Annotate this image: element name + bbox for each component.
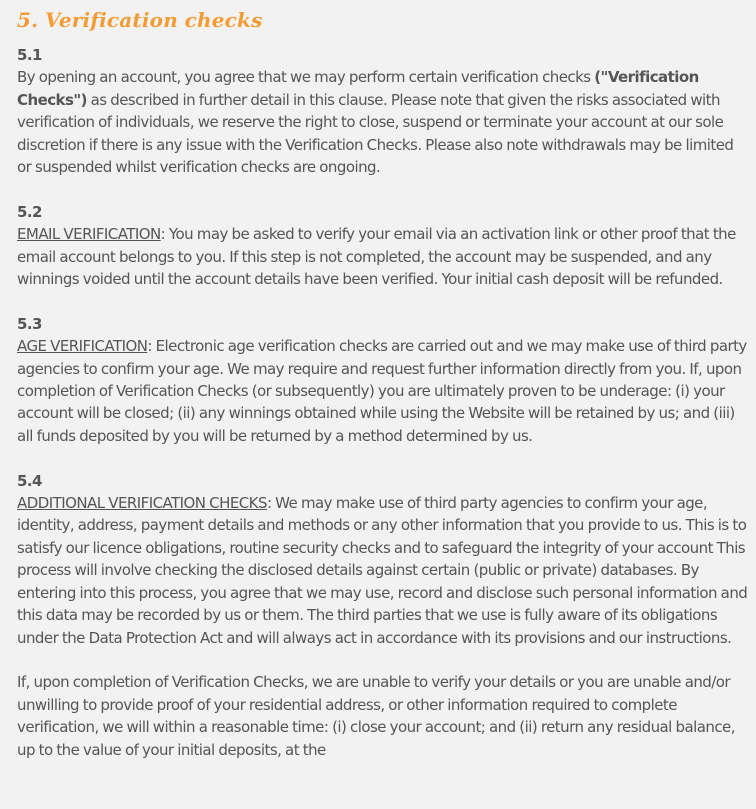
- clause-text: : Electronic age verification checks are carried out and we may make use of third party agencies to confirm your age. We may require and request further information directly from you. If, upon completion of Verification Checks (or subsequently) you are ultimately proven to be underage: (i) your account will be closed; (ii) any winnings obtained while using the Website will be retained by us; and (iii) all funds deposited by you will be returned by a method determined by us.: [17, 337, 747, 445]
- paragraph-gap: [17, 649, 750, 671]
- clause-text: : You may be asked to verify your email via an activation link or other proof that the email account belongs to you. If this step is not completed, the account may be suspended, and any winnings voided until the account details have been verified. Your initial cash deposit will be refunded.: [17, 225, 736, 289]
- clause-number: 5.1: [17, 46, 42, 64]
- clause-title: ADDITIONAL VERIFICATION CHECKS: [17, 494, 267, 513]
- clause-5-4: [17, 470, 750, 649]
- clause-5-3: [17, 313, 750, 447]
- clause-text: If, upon completion of Verification Checks, we are unable to verify your details or you are unable and/or unwilling to provide proof of your residential address, or other information required to complete verification, we will within a reasonable time: (i) close your account; and (ii) return any residual balance, up to the value of your initial deposits, at the: [17, 673, 735, 759]
- clause-text: as described in further detail in this clause. Please note that given the risks associated with verification of individuals, we reserve the right to close, suspend or terminate your account at our sole discretion if there is any issue with the Verification Checks. Please also note withdrawals may be limited or suspended whilst verification checks are ongoing.: [17, 90, 734, 177]
- paragraph-gap: [17, 290, 750, 312]
- paragraph-gap: [17, 178, 750, 200]
- clause-number: 5.3: [17, 314, 42, 333]
- clause-5-4-continued: [17, 671, 750, 761]
- clause-title: EMAIL VERIFICATION: [17, 225, 161, 244]
- clause-number: 5.2: [17, 202, 42, 221]
- defined-term: ("Verification Checks"): [17, 68, 699, 109]
- section-heading: 5. Verification checks: [17, 8, 263, 32]
- clause-5-2: [17, 201, 750, 291]
- clause-text: : We may make use of third party agencies to confirm your age, identity, address, payment details and methods or any other information that you provide to us. This is to satisfy our licence obligations, routine security checks and to safeguard the integrity of your account This process will involve checking the disclosed details against certain (public or private) databases. By entering into this process, you agree that we may use, record and disclose such personal information and this data may be recorded by us or them. The third parties that we use is fully aware of its obligations under the Data Protection Act and will always act in accordance with its provisions and our instructions.: [17, 494, 748, 647]
- paragraph-gap: [17, 447, 750, 469]
- clause-number: 5.4: [17, 471, 42, 490]
- clause-title: AGE VERIFICATION: [17, 337, 148, 356]
- clause-text: By opening an account, you agree that we may perform certain verification checks: [17, 68, 595, 87]
- clause-5-1: [17, 44, 750, 178]
